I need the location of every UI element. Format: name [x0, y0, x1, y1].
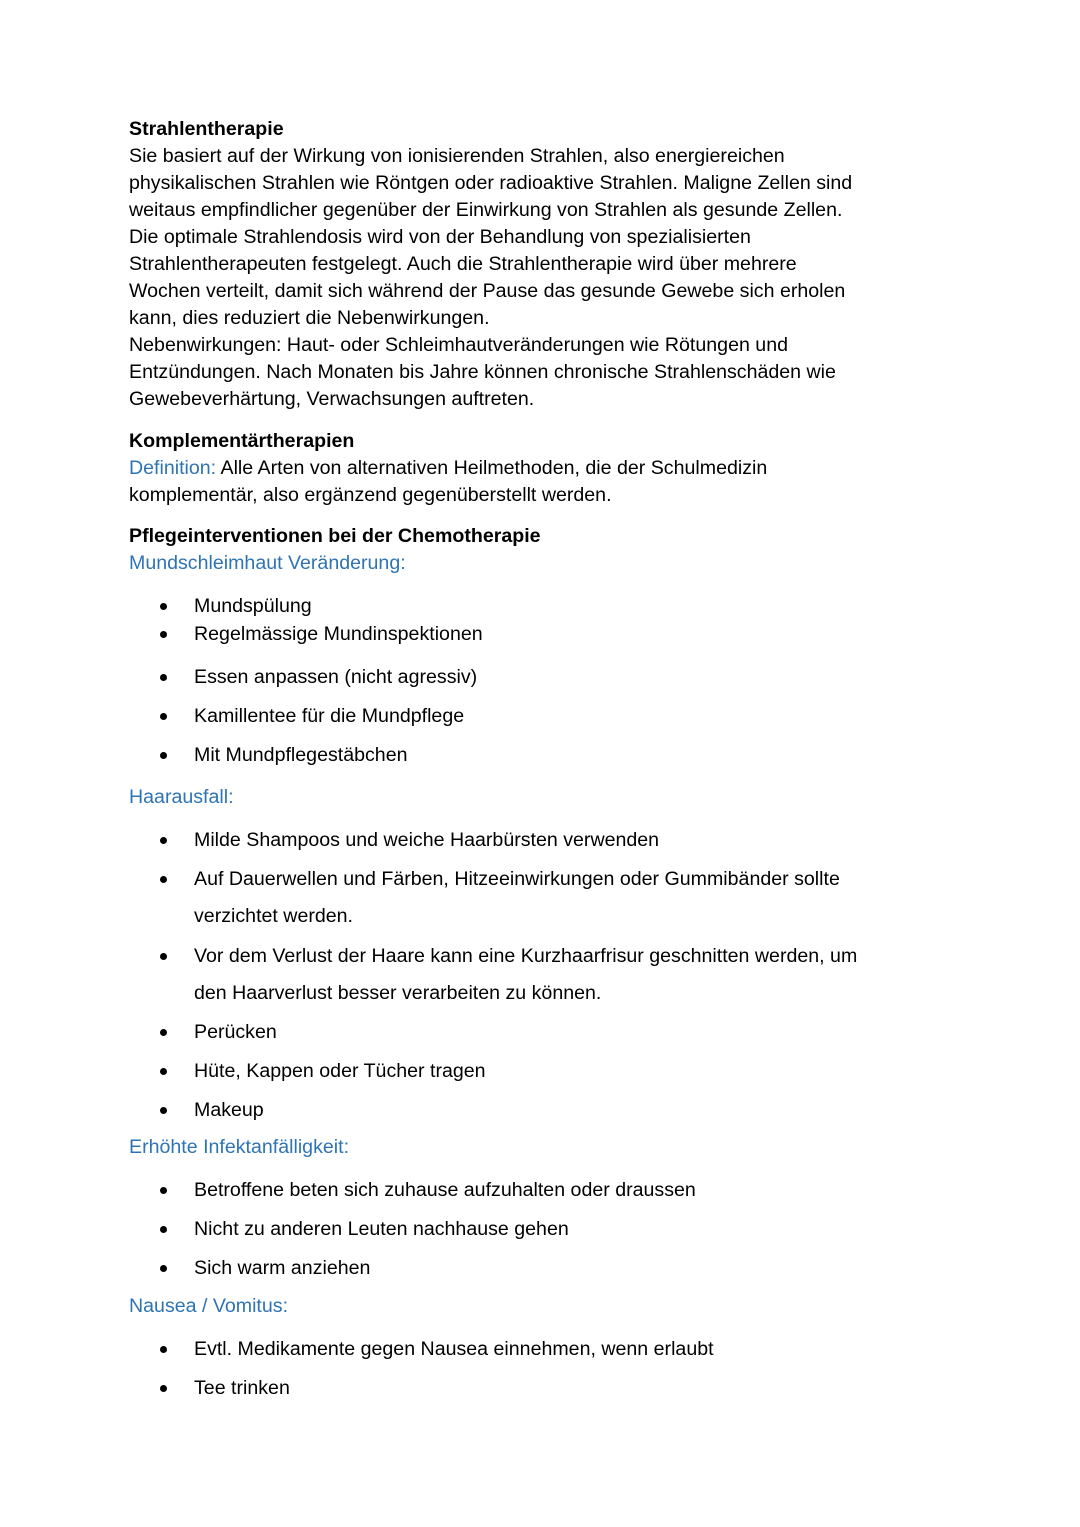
list-item-text: den Haarverlust besser verarbeiten zu können.: [194, 982, 602, 1004]
list-item-text: Regelmässige Mundinspektionen: [194, 623, 483, 645]
section-heading-pflegeinterventionen: Pflegeinterventionen bei der Chemotherapie: [129, 525, 541, 547]
list-item-text: verzichtet werden.: [194, 905, 353, 927]
bullet-icon: [160, 1226, 167, 1233]
subsection-title: Erhöhte Infektanfälligkeit:: [129, 1136, 350, 1158]
subsection-title: Mundschleimhaut Veränderung:: [129, 552, 406, 574]
paragraph-line: Die optimale Strahlendosis wird von der Behandlung von spezialisierten: [129, 226, 751, 248]
subsection-title: Nausea / Vomitus:: [129, 1295, 289, 1317]
bullet-icon: [160, 1187, 167, 1194]
paragraph-line: Wochen verteilt, damit sich während der Pause das gesunde Gewebe sich erholen: [129, 280, 846, 302]
subsection-title: Haarausfall:: [129, 786, 234, 808]
paragraph-line: Gewebeverhärtung, Verwachsungen auftreten.: [129, 388, 535, 410]
bullet-icon: [160, 752, 167, 759]
bullet-icon: [160, 1346, 167, 1353]
list-item-text: Essen anpassen (nicht agressiv): [194, 666, 478, 688]
definition-line: [129, 455, 767, 482]
bullet-icon: [160, 1385, 167, 1392]
paragraph-line: Nebenwirkungen: Haut- oder Schleimhautveränderungen wie Rötungen und: [129, 334, 788, 356]
list-item-text: Auf Dauerwellen und Färben, Hitzeeinwirkungen oder Gummibänder sollte: [194, 868, 840, 890]
bullet-icon: [160, 876, 167, 883]
list-item-text: Vor dem Verlust der Haare kann eine Kurzhaarfrisur geschnitten werden, um: [194, 945, 858, 967]
list-item-text: Evtl. Medikamente gegen Nausea einnehmen, wenn erlaubt: [194, 1338, 714, 1360]
bullet-icon: [160, 631, 167, 638]
definition-text: Alle Arten von alternativen Heilmethoden, die der Schulmedizin: [216, 457, 768, 479]
bullet-icon: [160, 1029, 167, 1036]
paragraph-line: physikalischen Strahlen wie Röntgen oder radioaktive Strahlen. Maligne Zellen sind: [129, 172, 853, 194]
paragraph-line: Sie basiert auf der Wirkung von ionisierenden Strahlen, also energiereichen: [129, 145, 785, 167]
list-item-text: Makeup: [194, 1099, 264, 1121]
list-item-text: Betroffene beten sich zuhause aufzuhalten oder draussen: [194, 1179, 696, 1201]
definition-line: komplementär, also ergänzend gegenüberstellt werden.: [129, 484, 612, 506]
bullet-icon: [160, 674, 167, 681]
list-item-text: Nicht zu anderen Leuten nachhause gehen: [194, 1218, 569, 1240]
section-heading-strahlentherapie: Strahlentherapie: [129, 118, 284, 140]
bullet-icon: [160, 1068, 167, 1075]
list-item-text: Sich warm anziehen: [194, 1257, 371, 1279]
definition-label: Definition:: [129, 457, 217, 479]
bullet-icon: [160, 713, 167, 720]
list-item-text: Kamillentee für die Mundpflege: [194, 705, 465, 727]
bullet-icon: [160, 837, 167, 844]
list-item-text: Hüte, Kappen oder Tücher tragen: [194, 1060, 486, 1082]
list-item-text: Milde Shampoos und weiche Haarbürsten verwenden: [194, 829, 660, 851]
section-heading-komplementaertherapien: Komplementärtherapien: [129, 430, 355, 452]
list-item-text: Perücken: [194, 1021, 277, 1043]
list-item-text: Mundspülung: [194, 595, 312, 617]
bullet-icon: [160, 953, 167, 960]
list-item-text: Mit Mundpflegestäbchen: [194, 744, 408, 766]
paragraph-line: weitaus empfindlicher gegenüber der Einwirkung von Strahlen als gesunde Zellen.: [129, 199, 843, 221]
paragraph-line: Entzündungen. Nach Monaten bis Jahre können chronische Strahlenschäden wie: [129, 361, 836, 383]
paragraph-line: kann, dies reduziert die Nebenwirkungen.: [129, 307, 490, 329]
paragraph-line: Strahlentherapeuten festgelegt. Auch die Strahlentherapie wird über mehrere: [129, 253, 797, 275]
bullet-icon: [160, 1265, 167, 1272]
list-item-text: Tee trinken: [194, 1377, 290, 1399]
bullet-icon: [160, 603, 167, 610]
bullet-icon: [160, 1107, 167, 1114]
